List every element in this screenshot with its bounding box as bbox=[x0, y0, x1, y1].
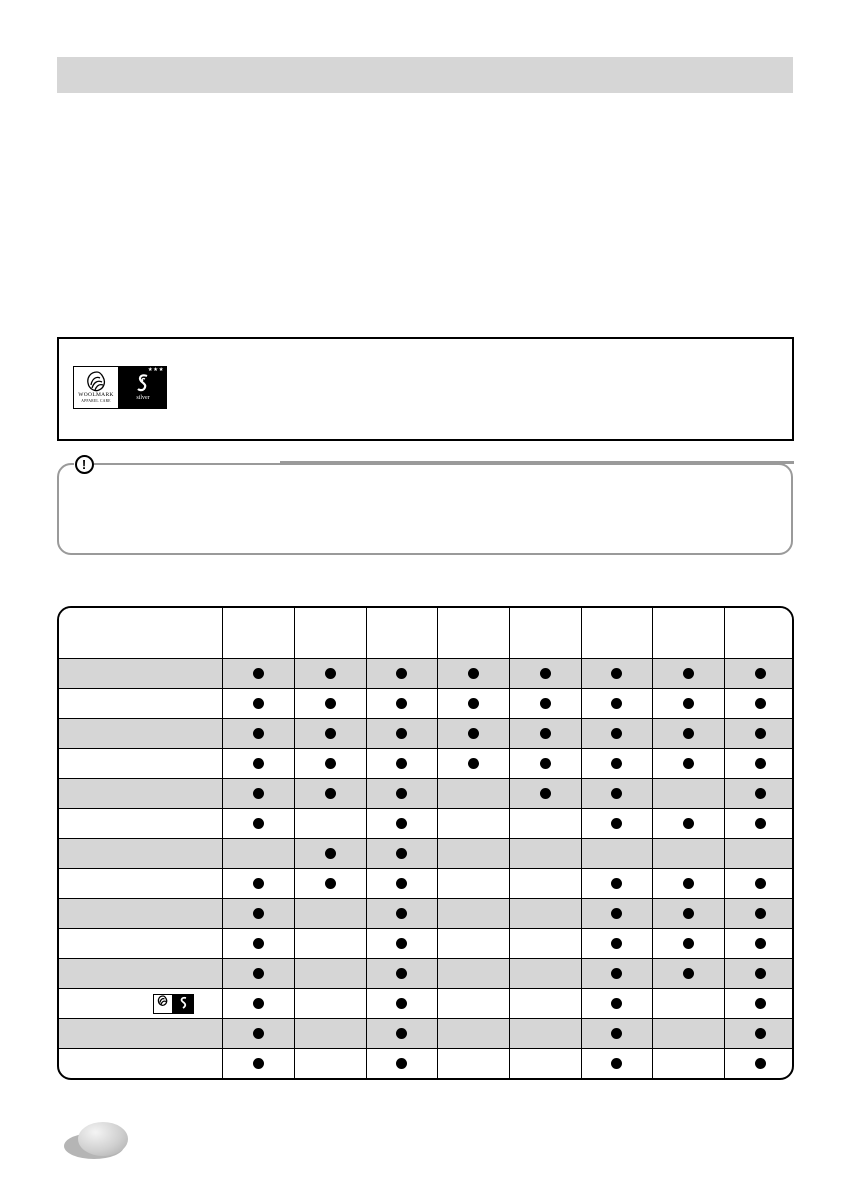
woolmark-info-box bbox=[57, 337, 794, 441]
bullet-dot-icon bbox=[253, 788, 264, 799]
bullet-dot-icon bbox=[396, 1058, 407, 1069]
option-cell bbox=[509, 659, 581, 689]
option-cell bbox=[294, 779, 366, 809]
option-cell bbox=[652, 959, 724, 989]
row-label-cell bbox=[59, 899, 222, 929]
bullet-dot-icon bbox=[396, 668, 407, 679]
option-cell bbox=[581, 869, 652, 899]
option-cell bbox=[366, 1019, 437, 1049]
bullet-dot-icon bbox=[325, 848, 336, 859]
option-cell bbox=[294, 929, 366, 959]
header-cell bbox=[294, 608, 366, 659]
note-box bbox=[57, 463, 793, 555]
option-cell bbox=[366, 959, 437, 989]
option-cell bbox=[294, 719, 366, 749]
bullet-dot-icon bbox=[396, 998, 407, 1009]
table-row bbox=[59, 929, 794, 959]
table-header-row bbox=[59, 608, 794, 659]
bullet-dot-icon bbox=[396, 908, 407, 919]
bullet-dot-icon bbox=[253, 1058, 264, 1069]
bullet-dot-icon bbox=[468, 758, 479, 769]
bullet-dot-icon bbox=[755, 818, 766, 829]
option-cell bbox=[724, 839, 794, 869]
option-cell bbox=[509, 719, 581, 749]
option-cell bbox=[724, 989, 794, 1019]
option-cell bbox=[437, 989, 509, 1019]
row-label-cell bbox=[59, 809, 222, 839]
option-cell bbox=[437, 779, 509, 809]
bullet-dot-icon bbox=[396, 1028, 407, 1039]
bullet-dot-icon bbox=[755, 1028, 766, 1039]
bullet-dot-icon bbox=[325, 698, 336, 709]
bullet-dot-icon bbox=[253, 878, 264, 889]
row-label-cell bbox=[59, 1019, 222, 1049]
table-row bbox=[59, 1019, 794, 1049]
option-cell bbox=[294, 989, 366, 1019]
option-cell bbox=[581, 989, 652, 1019]
table-row bbox=[59, 899, 794, 929]
note-icon-wrap bbox=[74, 454, 94, 474]
bullet-dot-icon bbox=[611, 878, 622, 889]
bullet-dot-icon bbox=[396, 968, 407, 979]
option-cell bbox=[222, 749, 294, 779]
option-cell bbox=[581, 689, 652, 719]
option-cell bbox=[294, 689, 366, 719]
bullet-dot-icon bbox=[755, 758, 766, 769]
row-label-cell bbox=[59, 1049, 222, 1078]
option-cell bbox=[437, 959, 509, 989]
option-cell bbox=[724, 809, 794, 839]
option-cell bbox=[366, 659, 437, 689]
option-cell bbox=[652, 779, 724, 809]
option-cell bbox=[652, 719, 724, 749]
option-cell bbox=[437, 659, 509, 689]
option-cell bbox=[652, 1049, 724, 1078]
header-cell bbox=[222, 608, 294, 659]
bullet-dot-icon bbox=[683, 908, 694, 919]
bullet-dot-icon bbox=[540, 668, 551, 679]
bullet-dot-icon bbox=[540, 728, 551, 739]
bullet-dot-icon bbox=[396, 938, 407, 949]
bullet-dot-icon bbox=[611, 1058, 622, 1069]
bullet-dot-icon bbox=[325, 728, 336, 739]
option-cell bbox=[222, 929, 294, 959]
option-cell bbox=[509, 959, 581, 989]
option-cell bbox=[724, 869, 794, 899]
option-cell bbox=[294, 959, 366, 989]
option-cell bbox=[222, 989, 294, 1019]
bullet-dot-icon bbox=[683, 728, 694, 739]
bullet-dot-icon bbox=[468, 698, 479, 709]
option-cell bbox=[724, 779, 794, 809]
option-cell bbox=[724, 1049, 794, 1078]
bullet-dot-icon bbox=[253, 968, 264, 979]
table-row bbox=[59, 779, 794, 809]
option-cell bbox=[652, 839, 724, 869]
option-cell bbox=[437, 869, 509, 899]
page-number-badge bbox=[64, 1122, 128, 1159]
bullet-dot-icon bbox=[396, 758, 407, 769]
bullet-dot-icon bbox=[683, 758, 694, 769]
row-label-cell bbox=[59, 689, 222, 719]
option-cell bbox=[652, 989, 724, 1019]
bullet-dot-icon bbox=[611, 968, 622, 979]
row-label-cell bbox=[59, 929, 222, 959]
row-label-cell bbox=[59, 869, 222, 899]
option-cell bbox=[652, 659, 724, 689]
bullet-dot-icon bbox=[683, 968, 694, 979]
header-cell bbox=[724, 608, 794, 659]
bullet-dot-icon bbox=[253, 938, 264, 949]
bullet-dot-icon bbox=[755, 968, 766, 979]
option-cell bbox=[294, 809, 366, 839]
option-cell bbox=[581, 929, 652, 959]
table-row bbox=[59, 659, 794, 689]
bullet-dot-icon bbox=[325, 668, 336, 679]
option-cell bbox=[366, 809, 437, 839]
option-cell bbox=[581, 659, 652, 689]
bullet-dot-icon bbox=[253, 728, 264, 739]
bullet-dot-icon bbox=[611, 938, 622, 949]
bullet-dot-icon bbox=[683, 818, 694, 829]
option-cell bbox=[724, 719, 794, 749]
bullet-dot-icon bbox=[611, 998, 622, 1009]
bullet-dot-icon bbox=[396, 788, 407, 799]
option-cell bbox=[509, 869, 581, 899]
option-cell bbox=[437, 839, 509, 869]
option-cell bbox=[222, 869, 294, 899]
bullet-dot-icon bbox=[396, 698, 407, 709]
row-label-cell bbox=[59, 839, 222, 869]
bullet-dot-icon bbox=[396, 878, 407, 889]
bullet-dot-icon bbox=[683, 698, 694, 709]
option-cell bbox=[724, 749, 794, 779]
header-cell bbox=[59, 608, 222, 659]
option-cell bbox=[366, 869, 437, 899]
row-label-cell bbox=[59, 659, 222, 689]
option-cell bbox=[294, 1049, 366, 1078]
bullet-dot-icon bbox=[755, 728, 766, 739]
table-body bbox=[59, 659, 794, 1079]
option-cell bbox=[509, 1019, 581, 1049]
option-cell bbox=[437, 719, 509, 749]
note-header-rule bbox=[280, 461, 794, 464]
table-row bbox=[59, 869, 794, 899]
bullet-dot-icon bbox=[540, 758, 551, 769]
option-cell bbox=[222, 659, 294, 689]
option-cell bbox=[509, 989, 581, 1019]
bullet-dot-icon bbox=[755, 788, 766, 799]
option-cell bbox=[581, 899, 652, 929]
woolmark-silver-icon bbox=[153, 994, 194, 1014]
bullet-dot-icon bbox=[683, 938, 694, 949]
option-cell bbox=[437, 749, 509, 779]
bullet-dot-icon bbox=[611, 698, 622, 709]
option-cell bbox=[724, 689, 794, 719]
table-row bbox=[59, 749, 794, 779]
program-option-table bbox=[57, 606, 794, 1080]
bullet-dot-icon bbox=[468, 728, 479, 739]
option-cell bbox=[509, 809, 581, 839]
option-cell bbox=[509, 689, 581, 719]
bullet-dot-icon bbox=[611, 728, 622, 739]
bullet-dot-icon bbox=[325, 758, 336, 769]
bullet-dot-icon bbox=[325, 788, 336, 799]
row-label-cell bbox=[59, 749, 222, 779]
option-cell bbox=[222, 839, 294, 869]
bullet-dot-icon bbox=[755, 998, 766, 1009]
bullet-dot-icon bbox=[611, 758, 622, 769]
option-cell bbox=[437, 899, 509, 929]
option-cell bbox=[222, 1049, 294, 1078]
bullet-dot-icon bbox=[611, 818, 622, 829]
bullet-dot-icon bbox=[611, 1028, 622, 1039]
woolmark-icon bbox=[73, 366, 119, 409]
option-cell bbox=[581, 719, 652, 749]
section-header-bar bbox=[57, 57, 793, 93]
option-cell bbox=[652, 899, 724, 929]
silver-badge bbox=[119, 366, 167, 409]
option-cell bbox=[294, 899, 366, 929]
row-label-cell bbox=[59, 719, 222, 749]
option-cell bbox=[581, 959, 652, 989]
option-cell bbox=[509, 1049, 581, 1078]
bullet-dot-icon bbox=[253, 818, 264, 829]
option-cell bbox=[652, 929, 724, 959]
bullet-dot-icon bbox=[325, 878, 336, 889]
row-label-cell bbox=[59, 989, 222, 1019]
page-badge-oval bbox=[78, 1122, 128, 1156]
header-cell bbox=[581, 608, 652, 659]
option-cell bbox=[509, 839, 581, 869]
row-label-cell bbox=[59, 779, 222, 809]
option-cell bbox=[222, 1019, 294, 1049]
option-cell bbox=[509, 899, 581, 929]
option-cell bbox=[366, 839, 437, 869]
option-cell bbox=[366, 929, 437, 959]
bullet-dot-icon bbox=[611, 668, 622, 679]
row-label-cell bbox=[59, 959, 222, 989]
header-cell bbox=[652, 608, 724, 659]
silver-caption: silver bbox=[136, 395, 150, 401]
bullet-dot-icon bbox=[396, 728, 407, 739]
bullet-dot-icon bbox=[396, 818, 407, 829]
option-cell bbox=[581, 839, 652, 869]
option-cell bbox=[581, 809, 652, 839]
bullet-dot-icon bbox=[683, 878, 694, 889]
option-cell bbox=[724, 959, 794, 989]
bullet-dot-icon bbox=[611, 788, 622, 799]
option-cell bbox=[652, 749, 724, 779]
bullet-dot-icon bbox=[253, 908, 264, 919]
option-cell bbox=[724, 929, 794, 959]
bullet-dot-icon bbox=[253, 1028, 264, 1039]
option-cell bbox=[222, 959, 294, 989]
option-cell bbox=[437, 1019, 509, 1049]
bullet-dot-icon bbox=[253, 998, 264, 1009]
silver-swirl-icon bbox=[135, 373, 151, 393]
option-cell bbox=[294, 1019, 366, 1049]
option-cell bbox=[724, 899, 794, 929]
option-cell bbox=[222, 899, 294, 929]
option-cell bbox=[366, 989, 437, 1019]
bullet-dot-icon bbox=[755, 938, 766, 949]
header-cell bbox=[437, 608, 509, 659]
bullet-dot-icon bbox=[755, 878, 766, 889]
bullet-dot-icon bbox=[253, 758, 264, 769]
table-row bbox=[59, 989, 794, 1019]
bullet-dot-icon bbox=[540, 698, 551, 709]
option-cell bbox=[294, 839, 366, 869]
option-cell bbox=[366, 779, 437, 809]
header-cell bbox=[509, 608, 581, 659]
option-cell bbox=[652, 809, 724, 839]
option-cell bbox=[437, 1049, 509, 1078]
option-cell bbox=[222, 809, 294, 839]
apparel-care-caption: APPAREL CARE bbox=[81, 399, 111, 403]
woolmark-caption: WOOLMARK bbox=[78, 392, 114, 398]
option-cell bbox=[222, 719, 294, 749]
exclamation-icon: ! bbox=[75, 455, 94, 474]
option-cell bbox=[437, 929, 509, 959]
bullet-dot-icon bbox=[611, 908, 622, 919]
option-cell bbox=[294, 659, 366, 689]
bullet-dot-icon bbox=[755, 668, 766, 679]
option-cell bbox=[652, 1019, 724, 1049]
bullet-dot-icon bbox=[755, 1058, 766, 1069]
bullet-dot-icon bbox=[755, 908, 766, 919]
rating-stars: ★★★ bbox=[147, 367, 164, 373]
table-row bbox=[59, 689, 794, 719]
option-cell bbox=[366, 899, 437, 929]
bullet-dot-icon bbox=[683, 668, 694, 679]
bullet-dot-icon bbox=[468, 668, 479, 679]
option-cell bbox=[581, 1049, 652, 1078]
option-cell bbox=[581, 1019, 652, 1049]
option-cell bbox=[509, 929, 581, 959]
option-cell bbox=[366, 689, 437, 719]
bullet-dot-icon bbox=[396, 848, 407, 859]
bullet-dot-icon bbox=[540, 788, 551, 799]
bullet-dot-icon bbox=[755, 698, 766, 709]
table-row bbox=[59, 1049, 794, 1078]
option-cell bbox=[222, 779, 294, 809]
option-cell bbox=[222, 689, 294, 719]
bullet-dot-icon bbox=[253, 668, 264, 679]
option-cell bbox=[366, 749, 437, 779]
option-cell bbox=[294, 749, 366, 779]
table-row bbox=[59, 719, 794, 749]
option-cell bbox=[437, 689, 509, 719]
option-cell bbox=[509, 749, 581, 779]
woolmark-silver-logo bbox=[73, 366, 167, 409]
table-row bbox=[59, 959, 794, 989]
option-cell bbox=[652, 869, 724, 899]
option-cell bbox=[366, 1049, 437, 1078]
header-cell bbox=[366, 608, 437, 659]
option-cell bbox=[509, 779, 581, 809]
option-cell bbox=[437, 809, 509, 839]
bullet-dot-icon bbox=[253, 698, 264, 709]
option-cell bbox=[652, 689, 724, 719]
option-cell bbox=[294, 869, 366, 899]
option-cell bbox=[724, 659, 794, 689]
option-cell bbox=[581, 779, 652, 809]
option-cell bbox=[724, 1019, 794, 1049]
option-cell bbox=[366, 719, 437, 749]
table-row bbox=[59, 809, 794, 839]
table-row bbox=[59, 839, 794, 869]
option-cell bbox=[581, 749, 652, 779]
